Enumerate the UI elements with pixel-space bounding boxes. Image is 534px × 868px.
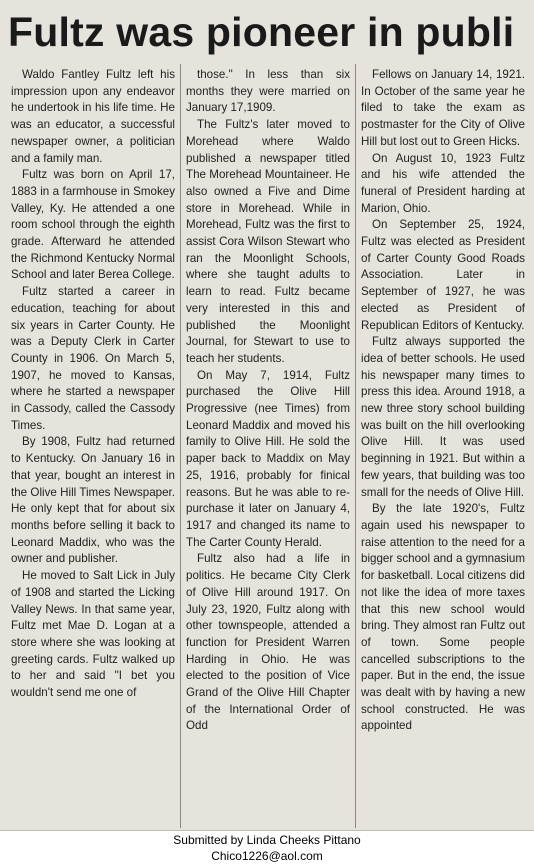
paragraph: Fultz was born on April 17, 1883 in a farmhouse in Smokey Valley, Ky. He attended a one room school through the eighth grade. Afterward he attended the Richmond Kentucky Normal School and later Berea College. (11, 168, 175, 282)
paragraph: On May 7, 1914, Fultz purchased the Olive Hill Progressive (nee Times) from Leonard Maddix and moved his family to Olive Hill. He sold the paper back to Maddix on May 25, 1916, probably for finical reasons. But he was able to re-purchase it later on January 4, 1917 and changed its name to The Carter County Herald. (186, 368, 350, 549)
submitter-line: Submitted by Linda Cheeks Pittano (173, 833, 361, 847)
paragraph: By the late 1920's, Fultz again used his newspaper to raise attention to the need for a bigger school and a gymnasium for basketball. Local citizens did not like the idea of more taxes that this new school would bring. They almost ran Fultz out of town. Some people cancelled subscriptions to the paper. But in the end, the issue was dealt with by having a new school constructed. He was appointed (361, 502, 525, 733)
paragraph: By 1908, Fultz had returned to Kentucky. On January 16 in that year, bought an interest in the Olive Hill Times Newspaper. He only kept that for about six months before selling it back to Leonard Maddix, who was the owner and publisher. (11, 435, 175, 566)
article-column-2 (186, 67, 350, 827)
paragraph: On August 10, 1923 Fultz and his wife attended the funeral of President harding at Marion, Ohio. (361, 151, 525, 215)
submitter-email: Chico1226@aol.com (211, 849, 323, 863)
headline: Fultz was pioneer in publi (8, 9, 515, 55)
paragraph: On September 25, 1924, Fultz was elected as President of Carter County Good Roads Association. Later in September of 1927, he was elected as President of Republican Editors of Kentucky. (361, 218, 525, 332)
column-divider (355, 64, 356, 828)
article-column-3 (361, 67, 525, 827)
paragraph: Fultz always supported the idea of better schools. He used his newspaper many times to press this idea. Around 1918, a new three story school building was built on the hill overlooking Olive Hill. It was used beginning in 1921. But within a few years, that building was too small for the needs of Olive Hill. (361, 335, 525, 499)
article-column-1 (11, 67, 175, 827)
paragraph: The Fultz's later moved to Morehead where Waldo published a newspaper titled The Morehead Mountaineer. He also owned a Five and Dime store in Morehead. While in Morehead, Fultz was the first to assist Cora Wilson Stewart who ran the Moonlight Schools, where she taught adults to learn to read. Fultz became very interested in this and published the Moonlight Journal, for Stewart to use to teach her students. (186, 118, 350, 365)
paragraph: Fellows on January 14, 1921. In October of the same year he filed to take the exam as postmaster for the City of Olive Hill but lost out to Green Hicks. (361, 68, 525, 148)
paragraph: those." In less than six months they were married on January 17,1909. (186, 68, 350, 115)
paragraph: Fultz started a career in education, teaching for about six years in Carter County. He was a Deputy Clerk in Carter County in 1906. On March 5, 1907, he moved to Kansas, where he started a newspaper in Cassody, called the Cassody Times. (11, 285, 175, 432)
submission-credit (0, 832, 534, 864)
paragraph: He moved to Salt Lick in July of 1908 and started the Licking Valley News. In that same year, Fultz met Mae D. Logan at a store where she was looking at greeting cards. Fultz walked up to her and said "I bet you wouldn't send me one of (11, 569, 175, 700)
column-divider (180, 64, 181, 828)
paragraph: Waldo Fantley Fultz left his impression upon any endeavor he undertook in his life time. He was an educator, a successful newspaper owner, a politician and a family man. (11, 68, 175, 165)
paragraph: Fultz also had a life in politics. He became City Clerk of Olive Hill around 1917. On July 23, 1920, Fultz along with other townspeople, attended a function for President Warren Harding in Ohio. He was elected to the position of Vice Grand of the Olive Hill Chapter of the International Order of Odd (186, 552, 350, 733)
